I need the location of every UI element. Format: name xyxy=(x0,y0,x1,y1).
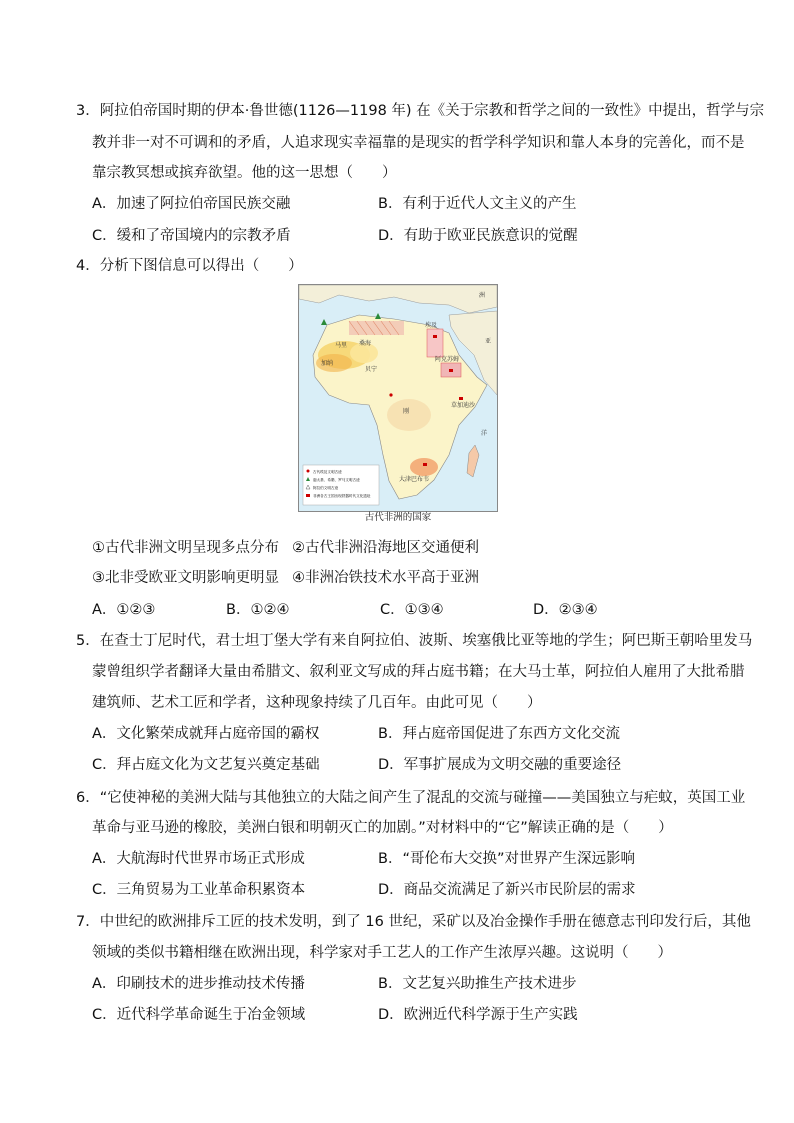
map-label-songhai: 桑海 xyxy=(359,340,372,347)
legend-egypt: 古代埃及文明古迹 xyxy=(313,470,342,474)
map-label-ya: 亚 xyxy=(485,338,492,345)
q6-option-a[interactable]: A．大航海时代世界市场正式形成 xyxy=(92,851,305,867)
q7-line-1 xyxy=(76,912,751,932)
map-label-egypt: 埃及 xyxy=(425,322,438,329)
legend-iron-icon xyxy=(306,494,310,497)
q6-number: 6． xyxy=(76,790,100,806)
zimbabwe-site-marker xyxy=(423,463,427,466)
q3-option-d[interactable]: D．有助于欧亚民族意识的觉醒 xyxy=(378,228,578,244)
q3-stem-3: 靠宗教冥想或摈弃欲望。他的这一思想（ ） xyxy=(92,165,397,181)
q6-option-c[interactable]: C．三角贸易为工业革命积累资本 xyxy=(92,882,306,898)
map-label-ghana: 加纳 xyxy=(321,360,334,367)
q5-option-b[interactable]: B．拜占庭帝国促进了东西方文化交流 xyxy=(378,726,620,742)
egypt-site-marker xyxy=(433,335,437,338)
q3-stem-2: 教并非一对不可调和的矛盾，人追求现实幸福靠的是现实的哲学科学知识和靠人本身的完善化，而不是 xyxy=(92,135,745,151)
q5-line-1 xyxy=(76,631,752,651)
q7-stem-1: 中世纪的欧洲排斥工匠的技术发明，到了 16 世纪，采矿以及冶金操作手册在德意志刊印发行后，其他 xyxy=(99,914,751,930)
q5-stem-1: 在查士丁尼时代，君士坦丁堡大学有来自阿拉伯、波斯、埃塞俄比亚等地的学生；阿巴斯王朝哈里发马 xyxy=(99,633,753,649)
greek-site-marker xyxy=(375,313,381,319)
legend-egypt-icon xyxy=(307,470,310,473)
europe-land xyxy=(299,285,497,313)
q5-stem-2: 蒙曾组织学者翻译大量由希腊文、叙利亚文写成的拜占庭书籍；在大马士革，阿拉伯人雇用了大批希腊 xyxy=(92,664,745,680)
q7-stem-2: 领域的类似书籍相继在欧洲出现，科学家对手工艺人的工作产生浓厚兴趣。这说明（ ） xyxy=(92,945,672,961)
q5-option-a[interactable]: A．文化繁荣成就拜占庭帝国的霸权 xyxy=(92,726,320,742)
q4-statement-1: ①古代非洲文明呈现多点分布 xyxy=(92,540,279,556)
q3-stem-1: 阿拉伯帝国时期的伊本·鲁世德(1126—1198 年) 在《关于宗教和哲学之间的一致性》中提出，哲学与宗 xyxy=(99,103,765,119)
aksum-site-marker xyxy=(449,369,453,372)
q7-option-c[interactable]: C．近代科学革命诞生于冶金领域 xyxy=(92,1007,306,1023)
q7-option-b[interactable]: B．文艺复兴助推生产技术进步 xyxy=(378,976,577,992)
q4-statement-2: ②古代非洲沿海地区交通便利 xyxy=(292,540,479,556)
map-label-mogadishu: 草加迪沙 xyxy=(451,402,476,409)
map-label-aksum: 阿克苏姆 xyxy=(435,356,460,363)
q4-statement-3: ③北非受欧亚文明影响更明显 xyxy=(92,570,279,586)
legend-greek: 迦太基、希腊、罗马文明古迹 xyxy=(313,478,360,482)
q3-option-b[interactable]: B．有利于近代人文主义的产生 xyxy=(378,196,577,212)
map-label-yang: 洋 xyxy=(481,430,488,437)
map-caption: 古代非洲的国家 xyxy=(364,512,432,523)
q6-stem-2: 革命与亚马逊的橡胶，美洲白银和明朝灭亡的加剧。”对材料中的“它”解读正确的是（ ） xyxy=(92,820,673,836)
carthage-site-marker xyxy=(321,319,327,325)
q3-line-1 xyxy=(76,101,764,121)
q6-line-1 xyxy=(76,788,745,808)
q4-option-b[interactable]: B．①②④ xyxy=(226,602,290,618)
q7-option-d[interactable]: D．欧洲近代科学源于生产实践 xyxy=(378,1007,578,1023)
q3-option-a[interactable]: A．加速了阿拉伯帝国民族交融 xyxy=(92,196,291,212)
q5-option-c[interactable]: C．拜占庭文化为文艺复兴奠定基础 xyxy=(92,757,320,773)
map-label-benin: 贝宁 xyxy=(365,366,378,373)
zimbabwe-region xyxy=(410,458,438,476)
egypt-region xyxy=(427,329,443,357)
q3-option-c[interactable]: C．缓和了帝国境内的宗教矛盾 xyxy=(92,228,291,244)
map-label-congo: 刚 xyxy=(403,408,410,415)
q4-option-c[interactable]: C．①③④ xyxy=(380,602,444,618)
q5-number: 5． xyxy=(76,633,100,649)
q3-number: 3． xyxy=(76,103,100,119)
madagascar xyxy=(467,445,479,477)
map-label-zhou: 洲 xyxy=(479,292,486,299)
q5-option-d[interactable]: D．军事扩展成为文明交融的重要途径 xyxy=(378,757,622,773)
mogadishu-site-marker xyxy=(459,397,463,400)
iron-age-site-marker xyxy=(389,393,392,396)
map-label-great-zimbabwe: 大津巴布韦 xyxy=(399,476,430,483)
africa-map-svg xyxy=(299,285,497,511)
q4-option-a[interactable]: A．①②③ xyxy=(92,602,156,618)
legend-arab: 阿拉伯文明古迹 xyxy=(313,486,339,490)
q6-option-d[interactable]: D．商品交流满足了新兴市民阶层的需求 xyxy=(378,882,636,898)
q4-stem: 分析下图信息可以得出（ ） xyxy=(99,258,303,274)
q6-option-b[interactable]: B．“哥伦布大交换”对世界产生深远影响 xyxy=(378,851,635,867)
legend-iron: 非洲各古王国出现铁器时代文化遗址 xyxy=(313,494,371,498)
africa-map xyxy=(298,284,498,512)
congo-region xyxy=(387,399,431,431)
q7-option-a[interactable]: A．印刷技术的进步推动技术传播 xyxy=(92,976,305,992)
q5-stem-3: 建筑师、艺术工匠和学者，这种现象持续了几百年。由此可见（ ） xyxy=(92,695,542,711)
q4-line-1 xyxy=(76,256,303,276)
q4-option-d[interactable]: D．②③④ xyxy=(533,602,598,618)
q6-stem-1: “它使神秘的美洲大陆与其他独立的大陆之间产生了混乱的交流与碰撞——美国独立与疟蚊，英国工业 xyxy=(99,790,746,806)
q7-number: 7． xyxy=(76,914,100,930)
q4-statement-4: ④非洲冶铁技术水平高于亚洲 xyxy=(292,570,479,586)
q4-number: 4． xyxy=(76,258,100,274)
map-label-mali: 马里 xyxy=(335,342,348,349)
